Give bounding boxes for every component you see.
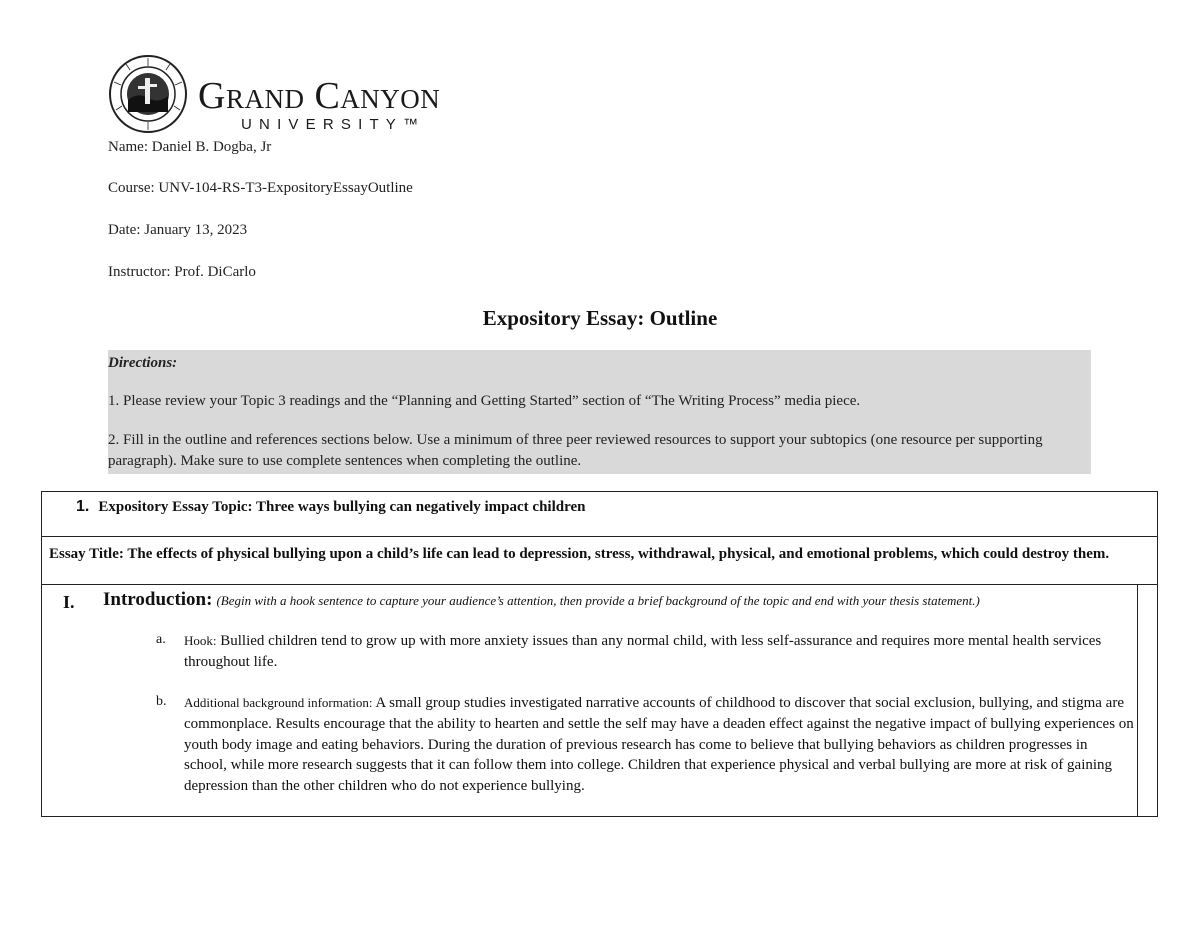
essay-topic: [76, 498, 586, 516]
table-border-left: [41, 491, 42, 817]
table-border-top: [41, 491, 1158, 492]
intro-note: (Begin with a hook sentence to capture your audience’s attention, then provide a brief background of the topic and end with your thesis statement.): [216, 593, 980, 608]
course-name: Course: UNV-104-RS-T3-ExpositoryEssayOutline: [108, 180, 413, 196]
table-border-row2: [41, 584, 1158, 585]
logo-subtitle: UNIVERSITY™: [241, 116, 426, 133]
item-a-text: [184, 631, 1134, 673]
table-border-bottom: [41, 816, 1158, 817]
university-seal-icon: [108, 54, 188, 134]
directions-box: [108, 350, 1091, 474]
topic-number: 1.: [76, 498, 90, 515]
directions-item-2: 2. Fill in the outline and references sections below. Use a minimum of three peer reviewed resources to support your subtopics (one resource per supporting paragraph). Make sure to use complete sentences when completing the outline.: [108, 432, 1043, 469]
directions-item-1: 1. Please review your Topic 3 readings and the “Planning and Getting Started” section of “The Writing Process” media piece.: [108, 393, 861, 409]
outline-table: [41, 491, 1158, 817]
intro-heading: [103, 591, 1133, 610]
essay-title: Essay Title: The effects of physical bullying upon a child’s life can lead to depression, stress, withdrawal, physical, and emotional problems, which could destroy them.: [49, 546, 1110, 562]
intro-label: Introduction:: [103, 589, 213, 610]
instructor: Instructor: Prof. DiCarlo: [108, 264, 256, 280]
logo-wordmark: Grand Canyon: [198, 75, 441, 117]
item-a-body: Bullied children tend to grow up with more anxiety issues than any normal child, with less self-assurance and requires more mental health services throughout life.: [184, 633, 1102, 670]
date: Date: January 13, 2023: [108, 222, 248, 238]
topic-text: Expository Essay Topic: Three ways bullying can negatively impact children: [98, 499, 586, 515]
directions-heading: Directions:: [108, 355, 178, 371]
item-b-text: [184, 693, 1134, 797]
document-title: Expository Essay: Outline: [482, 306, 718, 330]
item-b-letter: b.: [156, 694, 167, 709]
item-a-label: Hook:: [184, 633, 217, 648]
item-a-letter: a.: [156, 632, 166, 647]
intro-numeral: I.: [63, 592, 75, 612]
table-border-row1: [41, 536, 1158, 537]
table-border-inner: [1137, 584, 1138, 817]
student-name: Name: Daniel B. Dogba, Jr: [108, 139, 272, 155]
university-logo: [108, 54, 480, 138]
item-b-body: A small group studies investigated narrative accounts of childhood to discover that social exclusion, bullying, and stigma are commonplace. Results encourage that the ability to hearten and settle the self may have a deaden effect against the negative impact of bullying experiences on youth body image and eating behaviors. During the duration of previous research has come to believe that bullying behaviors as children progresses in school, while more research suggests that it can follow them into college. Children that experience physical and verbal bullying are more at risk of gaining depression than the other children who do not experience bullying.: [184, 695, 1134, 795]
item-b-label: Additional background information:: [184, 695, 373, 710]
table-border-right: [1157, 491, 1158, 817]
